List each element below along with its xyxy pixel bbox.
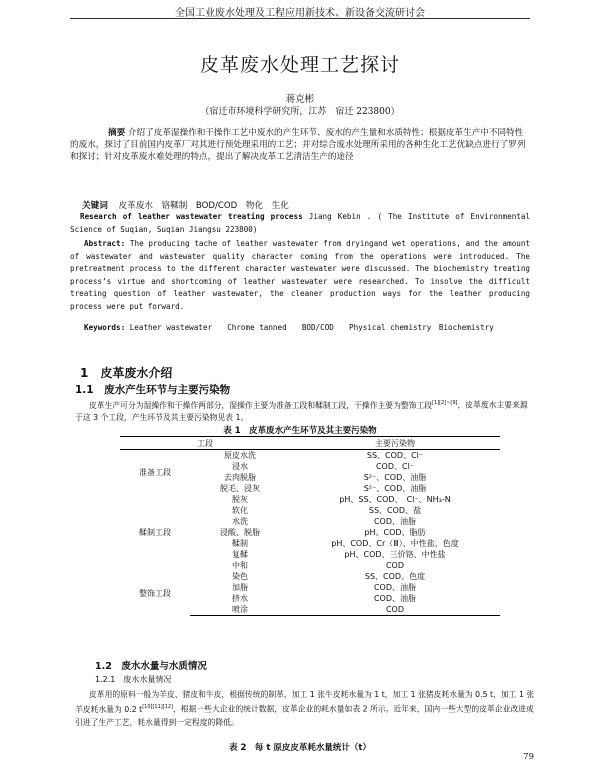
table-stage-cell: 整饰工段 <box>139 588 171 598</box>
abstract-en-text: The producing tache of leather wastewater from dryingand wet operations, and the amount of wastewater and wastewater quality character coming from the operations were introduced. The pretreatment process to the different character wastewater were discussed. The biochemistry treating process’s virtue and shortcoming of leather wastewater were researched. To insolve the difficult treating question of leather wastewater, the cleaner production ways for the leather producing process were put forward. <box>70 239 530 311</box>
table-pollutant-cell: pH、COD、脂肪 <box>364 528 426 537</box>
paragraph-1-text: 皮革生产可分为湿操作和干操作两部分，湿操作主要为准备工段和鞣制工段，干操作主要为整饰工段 <box>89 400 433 410</box>
keywords-en <box>70 322 530 335</box>
table-pollutant-cell: COD、油脂 <box>373 517 417 526</box>
table-operation-cell: 挤水 <box>232 594 248 603</box>
header-rule <box>70 18 530 19</box>
table-stage-cell: 准备工段 <box>139 467 171 477</box>
table-pollutant-cell: pH、SS、COD、 Cl⁻、NH₃-N <box>339 495 451 504</box>
paragraph-2 <box>75 688 535 729</box>
table-row <box>120 494 500 505</box>
table-row <box>120 571 500 582</box>
table-pollutant-cell: S²⁻、COD、油脂 <box>363 473 427 482</box>
paragraph-2-text: 皮革用的原料一般为羊皮、猪皮和牛皮，根据传统的制革，加工 1 张牛皮耗水量为 1 t，加工 1 张猪皮耗水量为 0.5 t，加工 1 张羊皮耗水量为 0.2 t <box>75 690 535 714</box>
table-pollutant-cell: pH、COD、三价铬、中性盐 <box>344 550 446 559</box>
table-pollutant-cell: COD、Cl⁻ <box>375 462 415 471</box>
table-1-body <box>120 450 500 616</box>
abstract-cn-text: 介绍了皮革湿操作和干操作工艺中废水的产生环节、废水的产生量和水质特性；根据皮革生产中不同特性的废水，探讨了目前国内皮革厂对其进行预处理采用的工艺；并对综合废水处理所采用的各种生化工艺优缺点进行了罗列和探讨；针对皮革废水难处理的特点，提出了解决皮革工艺清洁生产的途径 <box>70 128 526 162</box>
table-operation-cell: 脱灰 <box>232 495 248 504</box>
table-operation-cell: 喷涂 <box>190 604 290 616</box>
section-1-2-heading: 1.2 废水水量与水质情况 <box>95 661 207 672</box>
affiliation: （宿迁市环境科学研究所，江苏 宿迁 223800） <box>200 107 400 117</box>
keywords-cn-label: 关键词 <box>82 201 108 211</box>
table-pollutant-cell: COD <box>290 604 500 616</box>
table-operation-cell: 水洗 <box>232 517 248 526</box>
table-operation-cell: 中和 <box>232 561 248 570</box>
citation: [10][11][12] <box>142 704 173 710</box>
running-header: 全国工业废水处理及工程应用新技术、新设备交流研讨会 <box>175 8 425 19</box>
table-operation-cell: 复鞣 <box>232 550 248 559</box>
page-number: 79 <box>523 752 534 762</box>
author: 蒋克彬 <box>285 94 315 105</box>
title-en-block <box>70 211 530 236</box>
paper-title: 皮革废水处理工艺探讨 <box>199 54 400 76</box>
abstract-en <box>70 238 530 313</box>
table-operation-cell: 染色 <box>232 572 248 581</box>
keywords-en-text: Leather wastewater Chrome tanned BOD/COD Physical chemistry Biochemistry <box>129 323 494 332</box>
paragraph-1 <box>75 397 535 424</box>
table-pollutant-cell: S²⁻、COD、油脂 <box>363 484 427 493</box>
table-pollutant-cell: SS、COD、盐 <box>368 506 422 515</box>
title-en: Research of leather wastewater treating process <box>80 212 303 221</box>
table-operation-cell: 原皮水洗 <box>224 451 256 460</box>
table-operation-cell: 软化 <box>232 506 248 515</box>
table-operation-cell: 鞣制 <box>232 539 248 548</box>
paragraph-2-text-2: ，根据一些大企业的统计数据，皮革企业的耗水量如表 2 所示。近年来，国内一些大型的皮革企业改进或引进了生产工艺，耗水量得到一定程度的降低。 <box>75 704 534 727</box>
table-pollutant-cell: SS、COD、Cl⁻ <box>366 451 424 460</box>
table-2-caption: 表 2 每 t 原皮皮革耗水量统计（t） <box>229 743 371 753</box>
table-operation-cell: 加脂 <box>232 583 248 592</box>
table-1 <box>120 436 500 616</box>
table-pollutant-cell: SS、COD、色度 <box>364 572 426 581</box>
author-en: Jiang Kebin . ( The Institute of Environmental Science of Suqian, Suqian Jiangsu 223800) <box>70 212 530 234</box>
paragraph-1-text-2: ，皮革废水主要来源于这 3 个工段，产生环节及其主要污染物见表 1。 <box>75 400 528 422</box>
table-stage-cell: 鞣制工段 <box>139 528 171 537</box>
table-operation-cell: 浸酸、脱脂 <box>220 528 260 537</box>
table-row <box>120 450 500 462</box>
abstract-cn <box>70 127 530 163</box>
keywords-cn <box>82 199 289 211</box>
table-operation-cell: 去肉脱脂 <box>224 473 256 482</box>
citation: [1][2]~[9] <box>432 400 458 406</box>
keywords-en-label: Keywords: <box>84 323 126 332</box>
table-operation-cell: 脱毛、浸灰 <box>220 484 260 493</box>
keywords-cn-text: 皮革废水 铬鞣制 BOD/COD 物化 生化 <box>118 201 289 211</box>
abstract-en-label: Abstract: <box>84 239 126 248</box>
section-1-1-heading: 1.1 废水产生环节与主要污染物 <box>75 384 231 396</box>
table-1-header-stage: 工段 <box>120 437 290 450</box>
abstract-cn-label: 摘要 <box>108 128 126 138</box>
table-pollutant-cell: COD、油脂 <box>373 594 417 603</box>
table-1-caption: 表 1 皮革废水产生环节及其主要污染物 <box>223 426 377 436</box>
table-operation-cell: 浸水 <box>232 462 248 471</box>
table-pollutant-cell: COD、油脂 <box>373 583 417 592</box>
table-pollutant-cell: pH、COD、Cr（Ⅲ）、中性盐、色度 <box>331 539 459 548</box>
section-1-heading: 1 皮革废水介绍 <box>80 366 173 380</box>
section-1-2-1-heading: 1.2.1 废水水量情况 <box>95 675 172 684</box>
table-pollutant-cell: COD <box>385 561 405 570</box>
table-1-header-pollutants: 主要污染物 <box>290 437 500 450</box>
